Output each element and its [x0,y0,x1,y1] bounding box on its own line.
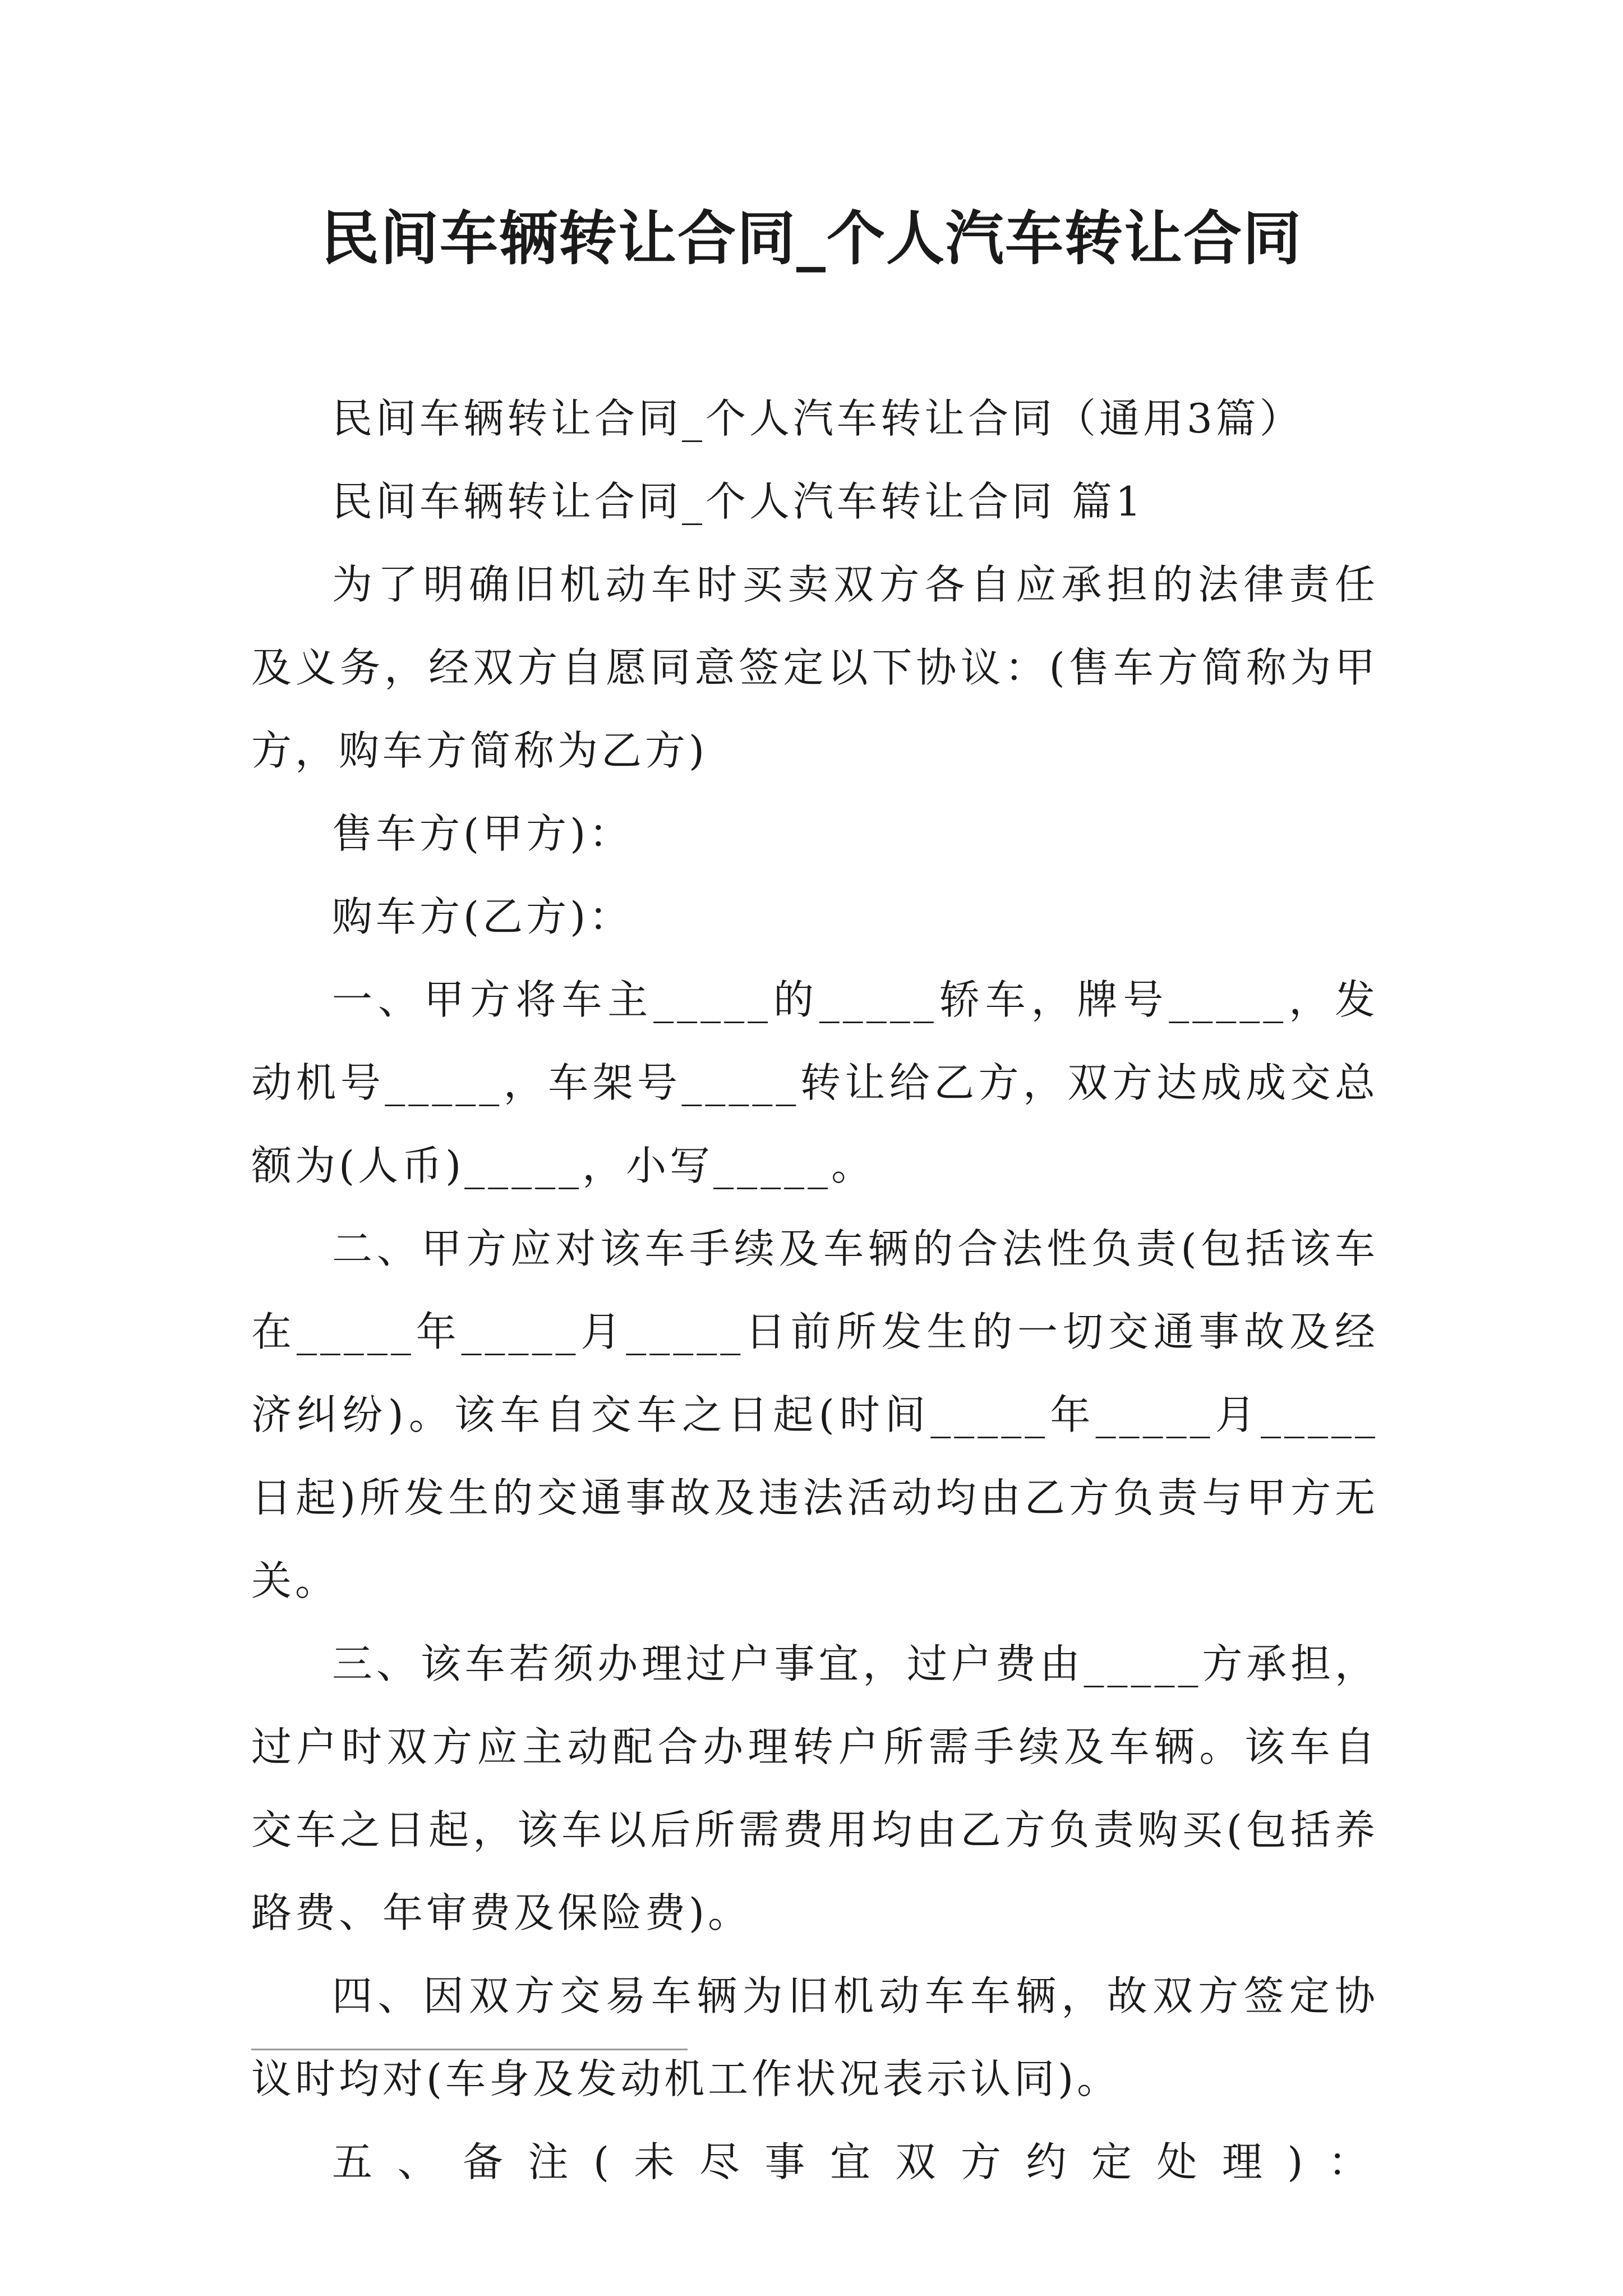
document-body [251,377,1378,2203]
document-title: 民间车辆转让合同_个人汽车转让合同 [320,204,1302,273]
seller-line: 售车方(甲方)： [332,810,633,857]
buyer-line: 购车方(乙方)： [332,893,633,940]
notes-blank-line [251,2049,688,2050]
clause-4: 四、因双方交易车辆为旧机动车车辆，故双方签定协议时均对(车身及发动机工作状况表示认同)。 [251,1972,1378,2102]
clause-5: 五、备注(未尽事宜双方约定处理)： [332,2138,1378,2185]
clause-1: 一、甲方将车主_____的_____轿车，牌号_____，发动机号_____，车架号_____转让给乙方，双方达成成交总额为(人币)_____，小写_____。 [251,976,1378,1189]
preamble-paragraph: 为了明确旧机动车时买卖双方各自应承担的法律责任及义务，经双方自愿同意签定以下协议：(售车方简称为甲方，购车方简称为乙方) [251,561,1378,774]
subtitle-line: 民间车辆转让合同_个人汽车转让合同（通用3篇） [332,395,1303,442]
section-heading: 民间车辆转让合同_个人汽车转让合同 篇1 [332,478,1145,525]
clause-3: 三、该车若须办理过户事宜，过户费由_____方承担，过户时双方应主动配合办理转户所需手续及车辆。该车自交车之日起，该车以后所需费用均由乙方负责购买(包括养路费、年审费及保险费)。 [251,1640,1378,1936]
clause-2: 二、甲方应对该车手续及车辆的合法性负责(包括该车在_____年_____月_____日前所发生的一切交通事故及经济纠纷)。该车自交车之日起(时间_____年_____月_____日起)所发生的交通事故及违法活动均由乙方负责与甲方无关。 [251,1225,1378,1604]
